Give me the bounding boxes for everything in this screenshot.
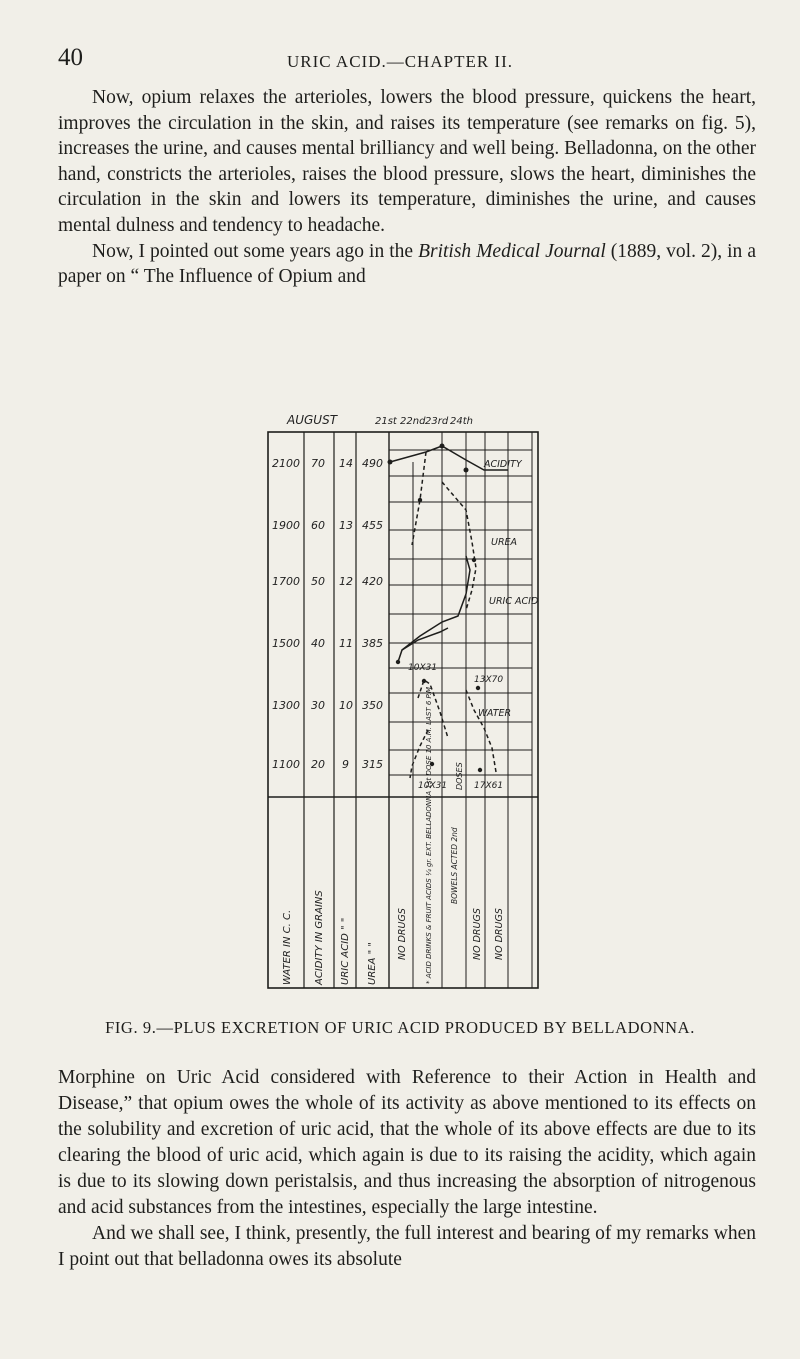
acidity-axis-label: ACIDITY IN GRAINS [314, 890, 325, 985]
day-note-4: NO DRUGS [472, 908, 483, 960]
series-label-urea: UREA [491, 537, 518, 548]
curve-markers [388, 444, 483, 773]
uric-acid-tick: 12 [339, 575, 353, 588]
day-note-2: * ACID DRINKS & FRUIT ACIDS ¼ gr. EXT. BELLADONNA 1st DOSE 10 A.M. LAST 6 P.M. [425, 684, 433, 984]
urea-curve-lower [442, 482, 476, 610]
water-tick: 1100 [272, 758, 300, 771]
paragraph-4: And we shall see, I think, presently, the full interest and bearing of my remarks when I point out that belladonna owes its absolute [58, 1223, 756, 1270]
scale-ticks [272, 457, 383, 771]
day-note-5: NO DRUGS [494, 908, 505, 960]
uric-acid-tick: 11 [339, 637, 353, 650]
water-tick: 1700 [272, 575, 300, 588]
uric-acid-tick: 14 [339, 457, 353, 470]
uric-acid-tick: 13 [339, 519, 353, 532]
acidity-tick: 60 [311, 519, 325, 532]
excretion-curves [390, 446, 508, 778]
journal-title: British Medical Journal [418, 240, 606, 262]
urea-tick: 420 [362, 575, 383, 588]
page-number: 40 [58, 44, 83, 71]
running-head: URIC ACID.—CHAPTER II. [286, 52, 513, 71]
figure-caption: FIG. 9.—PLUS EXCRETION OF URIC ACID PRODUCED BY BELLADONNA. [105, 1018, 695, 1037]
paragraph-2-lead: Now, I pointed out some years ago in the [92, 240, 419, 262]
urea-tick: 490 [362, 457, 383, 470]
ratio-annotation: 17X61 [474, 781, 504, 791]
water-tick: 2100 [272, 457, 300, 470]
urea-tick: 455 [362, 519, 383, 532]
ratio-annotation: 13X70 [474, 675, 504, 685]
acidity-tick: 50 [311, 575, 325, 588]
acidity-tick: 40 [311, 637, 325, 650]
uric-acid-axis-label: URIC ACID " " [340, 917, 351, 985]
bottom-text-block [58, 1065, 756, 1273]
water-axis-label: WATER IN C. C. [282, 909, 293, 985]
series-label-uric-acid: URIC ACID [489, 596, 539, 607]
uric-acid-tick: 9 [342, 758, 349, 771]
water-tick: 1900 [272, 519, 300, 532]
paragraph-1: Now, opium relaxes the arterioles, lowers the blood pressure, quickens the heart, improves the circulation in the skin, and raises its temperature (see remarks on fig. 5), increases the urine, and causes mental brilliancy and well being. Belladonna, on the other hand, constricts the arterioles, raises the blood pressure, slows the heart, diminishes the circulation in the skin and lowers its temperature, diminishes the urine, and causes mental dulness and tendency to headache. [58, 87, 756, 236]
day-note-3: BOWELS ACTED 2nd [450, 827, 459, 904]
ratio-annotation: 10X31 [408, 663, 438, 673]
figure-day-3: 23rd [425, 416, 449, 427]
acidity-tick: 20 [311, 758, 325, 771]
acidity-tick: 30 [311, 699, 325, 712]
series-label-water: WATER [478, 708, 512, 719]
water-curve-right [466, 690, 496, 772]
urea-tick: 385 [362, 637, 383, 650]
urea-axis-label: UREA " " [367, 942, 378, 985]
water-curve-upper [418, 680, 448, 738]
water-tick: 1300 [272, 699, 300, 712]
figure-day-4: 24th [450, 416, 473, 427]
figure-month: AUGUST [287, 413, 338, 427]
figure-day-1: 21st [375, 416, 397, 427]
uric-acid-tick: 10 [339, 699, 353, 712]
ratio-annotation: 10X31 [418, 781, 448, 791]
doses-label: DOSES [455, 762, 464, 790]
paragraph-2-tail: (1889, vol. 2), in a paper on “ The Influence of Opium and [58, 240, 756, 288]
day-note-1: NO DRUGS [397, 908, 408, 960]
acidity-tick: 70 [311, 457, 325, 470]
water-tick: 1500 [272, 637, 300, 650]
uric-acid-segment [402, 628, 448, 650]
urea-tick: 315 [362, 758, 383, 771]
grid-rows [389, 450, 532, 775]
figure-day-2: 22nd [400, 416, 426, 427]
paragraph-3: Morphine on Uric Acid considered with Reference to their Action in Health and Disease,” that opium owes the whole of its activity as above mentioned to its effects on the solubility and excretion of uric acid, that the whole of its above effects are due to its clearing the blood of uric acid, which again is due to its raising the acidity, which again is due to its slowing down peristalsis, and thus increasing the absorption of nitrogenous and acid substances from the intestines, especially the large intestine. [58, 1067, 756, 1218]
urea-tick: 350 [362, 699, 383, 712]
series-label-acidity: ACIDITY [484, 459, 522, 470]
